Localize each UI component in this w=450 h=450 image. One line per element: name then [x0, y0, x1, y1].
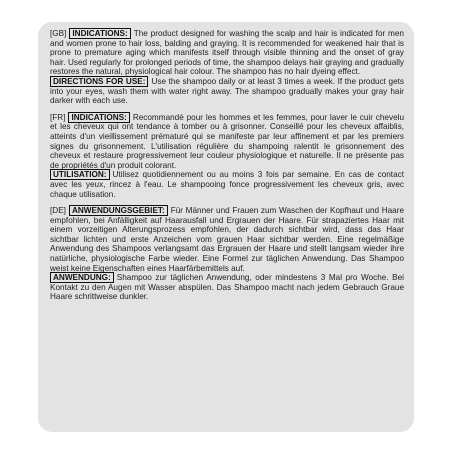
section-gb	[50, 29, 404, 106]
language-code-fr: [FR]	[50, 112, 66, 122]
section-fr	[50, 113, 404, 199]
fr-use-label: UTILISATION:	[50, 169, 110, 180]
de-use-text: Shampoo zur täglichen Anwendung, oder mindestens 3 Mal pro Woche. Bei Kontakt zu den Augen mit Wasser abspülen. Das Shampoo macht nach jedem Gebrauch Graue Haare schrittweise dunkler.	[50, 273, 404, 302]
label-panel	[38, 22, 414, 432]
language-code-de: [DE]	[50, 206, 66, 216]
gb-directions-label: DIRECTIONS FOR USE:	[50, 76, 148, 87]
fr-use-paragraph	[50, 170, 404, 199]
de-indications-label: ANWENDUNGSGEBIET:	[69, 205, 168, 216]
fr-indications-label: INDICATIONS:	[68, 112, 129, 123]
gb-indications-paragraph	[50, 29, 404, 77]
de-indications-text: Für Männer und Frauen zum Waschen der Kopfhaut und Haare empfohlen, bei Anfälligkeit auf Haarausfall und Ergrauen der Haare. Für strapaziertes Haar mit einem vorzeitigen Alterungsprozess empfohlen, der dadurch sichtbar wird, dass das Haar sichtbar lichten und erste Anzeichen vom grauen Haar sichtbar werden. Eine regelmäßige Anwendung des Shampoos verlangsamt das Ergrauen der Haare und stellt langsam wieder ihre natürliche, physiologische Farbe wieder. Eine Formel zur täglichen Anwendung. Das Shampoo weist keine Eigenschaften eines Haarfärbemittels auf.	[50, 206, 404, 273]
fr-indications-paragraph	[50, 113, 404, 171]
de-indications-paragraph	[50, 206, 404, 273]
fr-use-text: Utilisez quotidiennement ou au moins 3 fois par semaine. En cas de contact avec les yeux, rincez à l'eau. Le shampooing fonce progressivement les cheveux gris, avec chaque utilisation.	[50, 170, 404, 199]
gb-directions-text: Use the shampoo daily or at least 3 times a week. If the product gets into your eyes, wash them with water right away. The shampoo gradually makes your gray hair darker with each use.	[50, 76, 404, 106]
section-de	[50, 206, 404, 302]
gb-directions-paragraph	[50, 77, 404, 106]
gb-indications-text: The product designed for washing the scalp and hair is indicated for men and women prone to hair loss, balding and graying. It is recommended for weakened hair that is prone to premature aging which manifests itself through visible thinning and the onset of gray hair. Used regularly for prolonged periods of time, the shampoo delays hair graying and gradually restores the natural, physiological hair colour. The shampoo has no hair dyeing effect.	[50, 29, 404, 77]
de-use-label: ANWENDUNG:	[50, 272, 114, 283]
fr-indications-text: Recommandé pour les hommes et les femmes, pour laver le cuir chevelu et les cheveux qui ont tendance à tomber ou à grisonner. Conseillé pour les cheveux affaiblis, atteints d'un vieillissement prématuré qui se manifeste par leur affinement et par les premiers signes du grisonnement. L'utilisation régulière du shampoing ralentit le grisonnement des cheveux et restaure progressivement leur couleur physiologique et naturelle. Il ne présente pas de propriétés d'un produit colorant.	[50, 112, 404, 170]
language-code-gb: [GB]	[50, 29, 67, 38]
de-use-paragraph	[50, 273, 404, 302]
gb-indications-label: INDICATIONS:	[69, 28, 130, 39]
